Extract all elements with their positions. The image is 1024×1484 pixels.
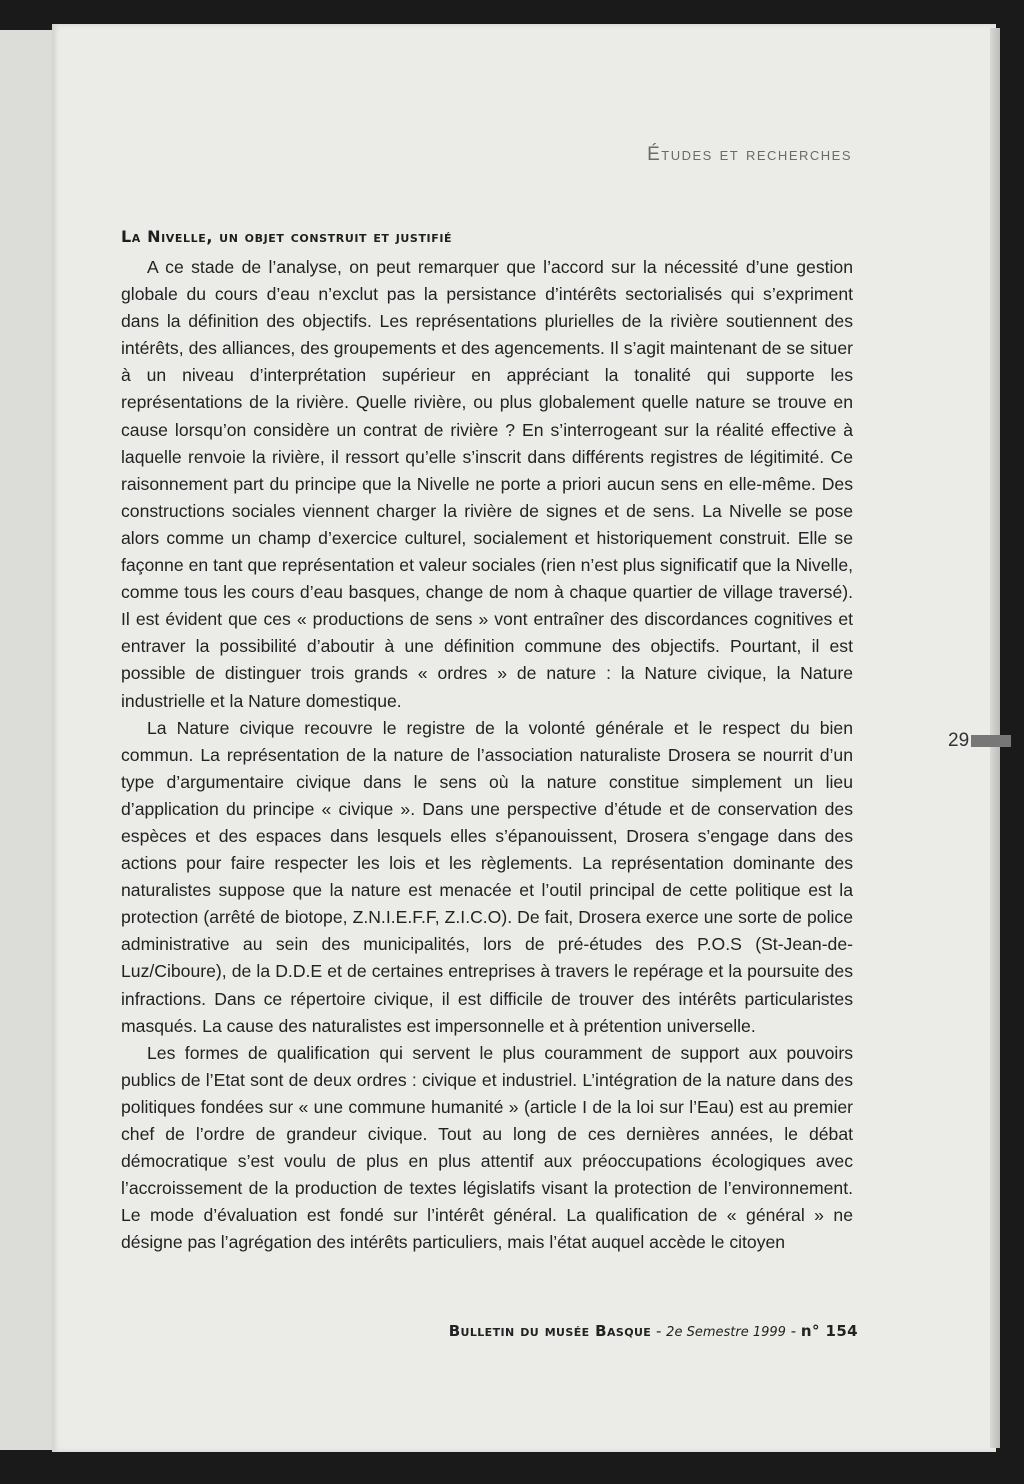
section-title: La Nivelle, un objet construit et justifié (121, 227, 453, 246)
facing-page-edge (0, 30, 60, 1450)
running-head: Études et recherches (647, 144, 852, 165)
footer-semester: 2e Semestre 1999 (666, 1325, 786, 1340)
footer-issue: n° 154 (800, 1322, 858, 1340)
page-number-text: 29 (948, 730, 970, 751)
footer (449, 1322, 858, 1340)
page-tab-marker (971, 735, 1011, 747)
article-body (121, 222, 853, 1256)
paragraph-3: Les formes de qualification qui servent le plus couramment de support aux pouvoirs publics de l’Etat sont de deux ordres : civique et industriel. L’intégration de la nature dans des politiques fondées sur « une commune humanité » (article I de la loi sur l’Eau) est au premier chef de l’ordre de grandeur civique. Tout au long de ces dernières années, le débat démocratique s’est voulu de plus en plus attentif aux préoccupations écologiques avec l’accroissement de la production de textes législatifs visant la protection de l’environnement. Le mode d’évaluation est fondé sur l’intérêt général. La qualification de « général » ne désigne pas l’agrégation des intérêts particuliers, mais l’état auquel accède le citoyen (121, 1042, 853, 1253)
footer-separator-2: - (785, 1322, 801, 1340)
footer-publication: Bulletin du musée Basque (448, 1322, 652, 1340)
paragraph-2: La Nature civique recouvre le registre de la volonté générale et le respect du bien commun. La représentation de la nature de l’association naturaliste Drosera se nourrit d’un type d’argumentaire civique dans le sens où la nature constitue simplement un lieu d’application du principe « civique ». Dans une perspective d’étude et de conservation des espèces et des espaces dans lesquels elles s’épanouissent, Drosera s’engage dans des actions pour faire respecter les lois et les règlements. La représentation dominante des naturalistes suppose que la nature est menacée et l’outil principal de cette politique est la protection (arrêté de biotope, Z.N.I.E.F.F, Z.I.C.O). De fait, Drosera exerce une sorte de police administrative au sein des municipalités, lors de pré-études des P.O.S (St-Jean-de-Luz/Ciboure), de la D.D.E et de certaines entreprises à travers le repérage et la poursuite des infractions. Dans ce répertoire civique, il est difficile de trouver des intérêts particularistes masqués. La cause des naturalistes est impersonnelle et à prétention universelle. (121, 717, 853, 1036)
footer-separator-1: - (651, 1322, 667, 1340)
page-number (948, 730, 1011, 752)
paragraph-1: A ce stade de l’analyse, on peut remarquer que l’accord sur la nécessité d’une gestion globale du cours d’eau n’exclut pas la persistance d’intérêts sectorialisés qui s’expriment dans la définition des objectifs. Les représentations plurielles de la rivière soutiennent des intérêts, des alliances, des groupements et des agencements. Il s’agit maintenant de se situer à un niveau d’interprétation supérieur en appréciant la tonalité qui supporte les représentations de la rivière. Quelle rivière, ou plus globalement quelle nature se trouve en cause lorsqu’on considère un contrat de rivière ? En s’interrogeant sur la réalité effective à laquelle renvoie la rivière, il ressort qu’elle s’inscrit dans différents registres de légitimité. Ce raisonnement part du principe que la Nivelle ne porte a priori aucun sens en elle-même. Des constructions sociales viennent charger la rivière de signes et de sens. La Nivelle se pose alors comme un champ d’exercice culturel, socialement et historiquement construit. Elle se façonne en tant que représentation et valeur sociales (rien n’est plus significatif que la Nivelle, comme tous les cours d’eau basques, change de nom à chaque quartier de village traversé). Il est évident que ces « productions de sens » vont entraîner des discordances cognitives et entraver la possibilité d’aboutir à une définition commune des objectifs. Pourtant, il est possible de distinguer trois grands « ordres » de nature : la Nature civique, la Nature industrielle et la Nature domestique. (121, 257, 853, 711)
